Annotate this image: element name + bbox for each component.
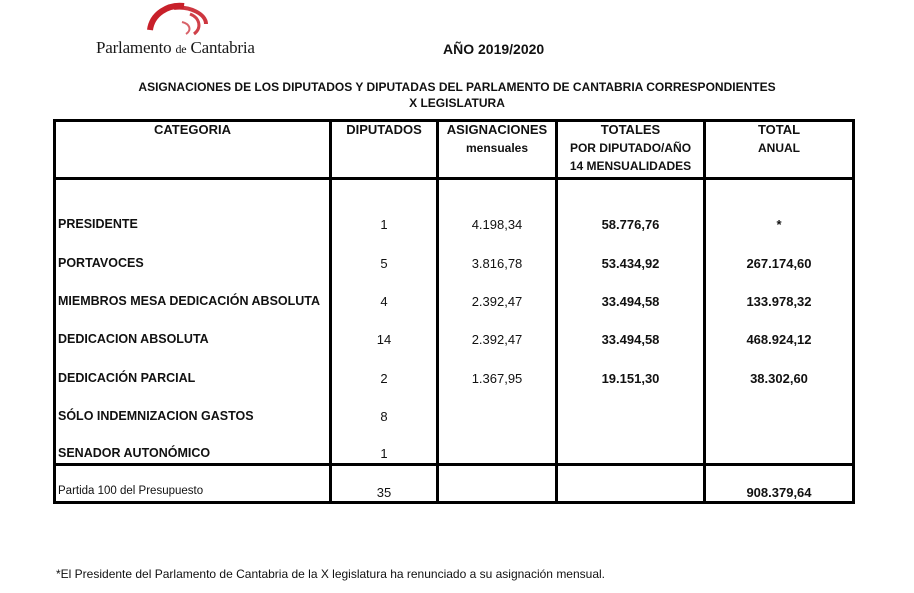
cell-por-diputado: 53.434,92 [601,256,660,271]
column-divider [703,119,706,504]
header-text: TOTAL [757,122,801,137]
logo-wordmark [96,38,255,58]
cell-categoria: SÓLO INDEMNIZACION GASTOS [58,409,254,423]
cell-anual: 267.174,60 [746,256,812,271]
logo-text-de: de [175,42,187,56]
cell-mensuales: 4.198,34 [471,217,523,232]
title-line-2: X LEGISLATURA [409,96,505,110]
cell-por-diputado: 33.494,58 [601,332,660,347]
column-divider [436,119,439,504]
header-subtext: mensuales [465,141,529,155]
parlamento-logo [96,0,276,62]
cell-diputados: 2 [380,371,388,386]
cell-mensuales: 2.392,47 [471,332,523,347]
logo-text-1: Parlamento [96,38,176,57]
header-text: ASIGNACIONES [446,122,548,137]
cell-categoria: DEDICACIÓN PARCIAL [58,371,196,385]
cell-categoria: PORTAVOCES [58,256,144,270]
column-header-totales [558,121,703,175]
document-title [0,79,914,111]
cell-categoria: MIEMBROS MESA DEDICACIÓN ABSOLUTA [58,294,321,308]
year-label: AÑO 2019/2020 [443,41,545,57]
table-border-left [53,119,56,504]
header-text: DIPUTADOS [346,122,422,137]
column-divider [555,119,558,504]
column-header-asignaciones [439,121,555,157]
header-divider [53,177,855,180]
cell-diputados: 8 [380,409,388,424]
footnote: *El Presidente del Parlamento de Cantabria de la X legislatura ha renunciado a su asignación mensual. [56,567,606,581]
column-header-categoria [56,121,329,139]
cell-diputados: 35 [376,485,392,500]
header-subtext: 14 MENSUALIDADES [569,159,692,173]
cell-por-diputado: 58.776,76 [601,217,660,232]
cell-diputados: 5 [380,256,388,271]
cell-anual: 908.379,64 [746,485,812,500]
logo-text-2: Cantabria [186,38,255,57]
total-divider [53,463,855,466]
cell-mensuales: 2.392,47 [471,294,523,309]
cell-categoria: DEDICACION ABSOLUTA [58,332,209,346]
header-text: CATEGORIA [153,122,232,137]
header-subtext: ANUAL [758,141,800,155]
logo-arcs-icon [144,0,214,38]
cell-diputados: 1 [380,217,388,232]
column-header-diputados [332,121,436,139]
cell-anual: * [776,217,782,232]
cell-anual: 38.302,60 [750,371,808,386]
cell-categoria: Partida 100 del Presupuesto [58,485,204,497]
cell-categoria: PRESIDENTE [58,217,138,231]
column-header-total-anual [706,121,852,157]
header-subtext: POR DIPUTADO/AÑO [569,141,692,155]
cell-diputados: 14 [376,332,392,347]
table-border-right [852,119,855,504]
allowances-table [53,119,855,504]
cell-mensuales: 1.367,95 [471,371,523,386]
cell-por-diputado: 19.151,30 [601,371,660,386]
cell-mensuales: 3.816,78 [471,256,523,271]
header-text: TOTALES [600,122,661,137]
cell-anual: 133.978,32 [746,294,812,309]
cell-por-diputado: 33.494,58 [601,294,660,309]
cell-diputados: 1 [380,446,388,461]
cell-anual: 468.924,12 [746,332,812,347]
cell-categoria: SENADOR AUTONÓMICO [58,446,211,460]
cell-diputados: 4 [380,294,388,309]
table-border-bottom [53,501,855,504]
title-line-1: ASIGNACIONES DE LOS DIPUTADOS Y DIPUTADAS DEL PARLAMENTO DE CANTABRIA CORRESPONDIENTES [138,80,776,94]
